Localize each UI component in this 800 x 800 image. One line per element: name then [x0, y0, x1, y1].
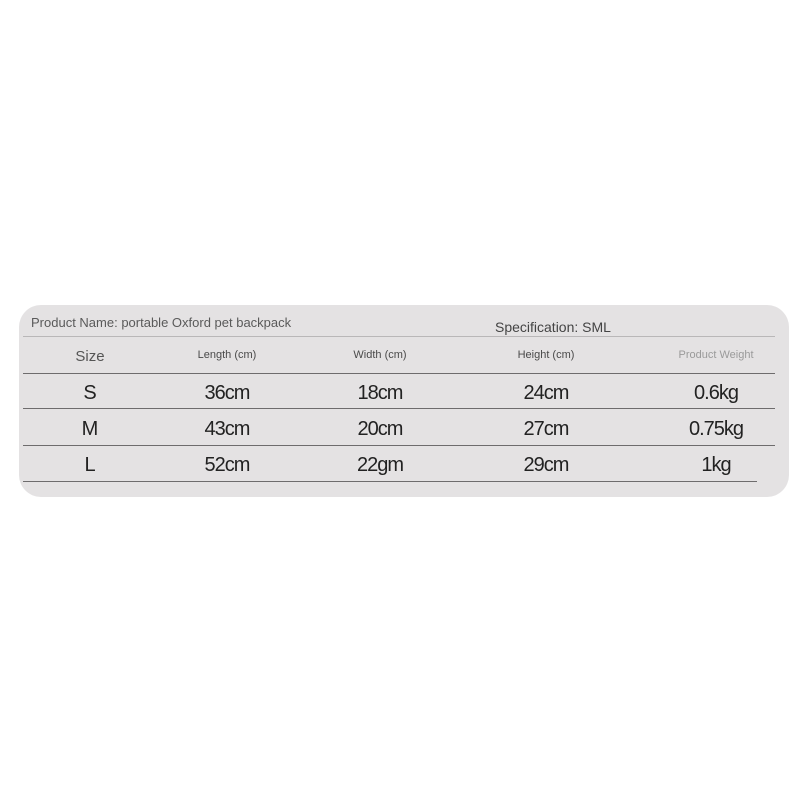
cell-length: 52cm — [204, 454, 250, 476]
cell-height: 24cm — [523, 382, 569, 404]
cell-height: 29cm — [523, 454, 569, 476]
cell-length: 43cm — [204, 418, 250, 440]
divider-header — [23, 373, 775, 374]
cell-weight: 0.75kg — [688, 418, 744, 440]
header-size: Size — [75, 348, 105, 365]
header-weight: Product Weight — [678, 349, 754, 361]
cell-length: 36cm — [204, 382, 250, 404]
divider-row — [23, 445, 775, 446]
cell-width: 22gm — [356, 454, 404, 476]
product-name: Product Name: portable Oxford pet backpack — [31, 315, 292, 330]
cell-size: M — [81, 418, 99, 440]
specification: Specification: SML — [495, 319, 611, 335]
cell-size: S — [83, 382, 97, 404]
cell-width: 18cm — [357, 382, 403, 404]
divider-top — [23, 336, 775, 337]
spec-card — [19, 305, 789, 497]
divider-row — [23, 408, 775, 409]
header-height: Height (cm) — [517, 349, 575, 361]
header-length: Length (cm) — [197, 349, 257, 361]
divider-bottom — [23, 481, 757, 482]
cell-width: 20cm — [357, 418, 403, 440]
cell-height: 27cm — [523, 418, 569, 440]
header-width: Width (cm) — [353, 349, 407, 361]
cell-size: L — [84, 454, 96, 476]
cell-weight: 1kg — [701, 454, 731, 476]
cell-weight: 0.6kg — [694, 382, 738, 404]
